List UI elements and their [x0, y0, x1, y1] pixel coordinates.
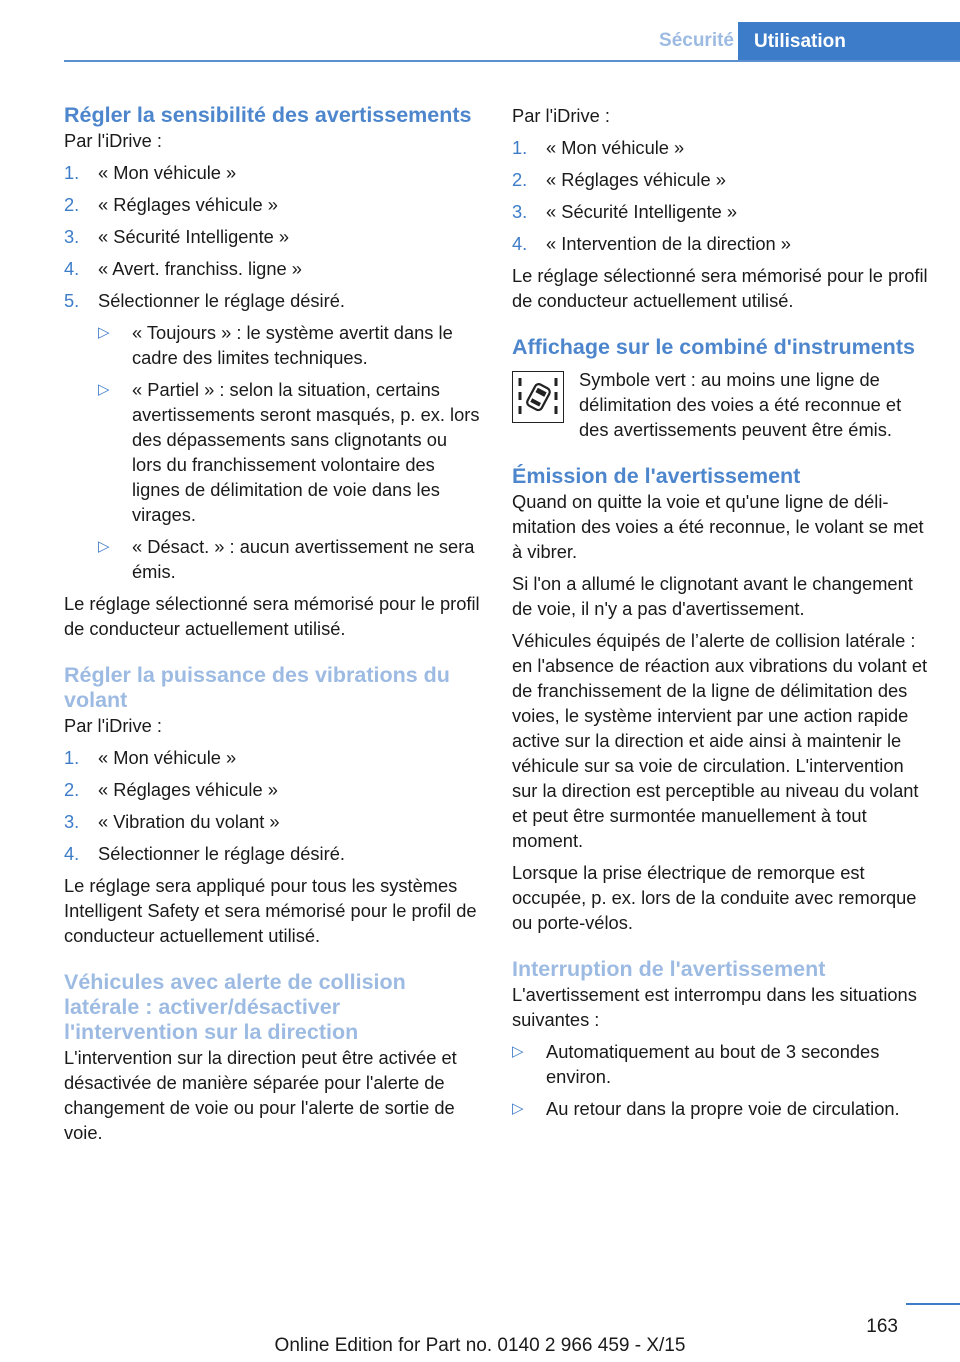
note-text: Le réglage sera appliqué pour tous les systèmes Intelligent Safety et sera mémorisé pour le profil de conducteur actuellement utilisé. — [64, 875, 477, 946]
heading-collision-laterale: Véhicules avec alerte de collision latérale : activer/désactiver l'intervention sur la direction — [64, 970, 406, 1044]
body-text: Si l'on a allumé le clignotant avant le changement de voie, il n'y a pas d'avertissement. — [512, 573, 913, 619]
triangle-bullet-icon: ▷ — [98, 538, 110, 555]
heading-emission: Émission de l'avertissement — [512, 464, 801, 488]
body-text: Véhicules équipés de l’alerte de collision latérale : en l'absence de réaction aux vibrations du volant et de franchissement de la ligne de délimitation des voies, le système intervient par une action rapide active sur la direction et aide ainsi à maintenir le véhicule sur sa voie de circulation. L'intervention sur la direction est perceptible au niveau du volant et peut être surmontée manuellement à tout moment. — [512, 630, 928, 851]
list-item: ▷ Au retour dans la propre voie de circulation. — [512, 1098, 900, 1119]
page-header — [0, 22, 960, 62]
list-item: ▷ « Toujours » : le système avertit dans le cadre des limites techniques. — [98, 322, 453, 368]
list-item: 4. « Intervention de la direction » — [512, 233, 791, 254]
intro-text: L'avertissement est interrompu dans les situations suivantes : — [512, 984, 917, 1030]
symbol-text: Symbole vert : au moins une ligne de délimitation des voies a été reconnue et des avertissements peuvent être émis. — [579, 369, 902, 440]
steps-list — [512, 135, 928, 256]
triangle-bullet-icon: ▷ — [98, 381, 110, 398]
symbol-description — [512, 367, 928, 442]
lane-departure-icon — [512, 371, 564, 423]
intro-text: Par l'iDrive : — [64, 715, 162, 736]
intro-text: Par l'iDrive : — [64, 130, 162, 151]
note-text: Le réglage sélectionné sera mémorisé pour le profil de conducteur actuellement utilisé. — [64, 593, 480, 639]
triangle-bullet-icon: ▷ — [98, 324, 110, 341]
body-text: Lorsque la prise électrique de remorque est occupée, p. ex. lors de la conduite avec remorque ou porte-vélos. — [512, 862, 917, 933]
options-list — [98, 320, 480, 584]
heading-interruption: Interruption de l'avertissement — [512, 957, 826, 981]
list-item: 4. Sélectionner le réglage désiré. — [64, 843, 345, 864]
footer-divider — [906, 1303, 960, 1305]
heading-affichage: Affichage sur le combiné d'instruments — [512, 335, 915, 359]
list-item: ▷ « Partiel » : selon la situation, certains avertissements seront masqués, p. ex. lors des dépassements sans clignotants ou lors du franchissement volontaire des lignes de délimitation de voie dans les virages. — [98, 379, 480, 525]
triangle-bullet-icon: ▷ — [512, 1043, 524, 1060]
list-item: 4. « Avert. franchiss. ligne » — [64, 258, 302, 279]
list-item: 3. « Sécurité Intelligente » — [64, 226, 290, 247]
left-column — [64, 103, 480, 1145]
list-item: 1. « Mon véhicule » — [64, 747, 237, 768]
header-divider — [64, 60, 960, 62]
page-number: 163 — [866, 1316, 898, 1337]
list-item: ▷ Automatiquement au bout de 3 secondes environ. — [512, 1041, 880, 1087]
heading-sensibilite: Régler la sensibilité des avertissements — [64, 103, 472, 127]
list-item: 2. « Réglages véhicule » — [64, 194, 278, 215]
body-text: L'intervention sur la direction peut être activée et désactivée de manière séparée pour l'alerte de changement de voie ou pour l'alerte de sortie de voie. — [64, 1047, 457, 1143]
list-item: 3. « Sécurité Intelligente » — [512, 201, 738, 222]
triangle-bullet-icon: ▷ — [512, 1100, 524, 1117]
right-column — [512, 103, 928, 1128]
list-item: ▷ « Désact. » : aucun avertissement ne sera émis. — [98, 536, 475, 582]
note-text: Le réglage sélectionné sera mémorisé pour le profil de conducteur actuellement utilisé. — [512, 265, 928, 311]
intro-text: Par l'iDrive : — [512, 105, 610, 126]
list-item: 3. « Vibration du volant » — [64, 811, 280, 832]
body-text: Quand on quitte la voie et qu'une ligne de délimitation des voies a été reconnue, le volant se met à vibrer. — [512, 491, 924, 562]
list-item: 1. « Mon véhicule » — [512, 137, 685, 158]
tab-utilisation[interactable]: Utilisation — [738, 22, 960, 62]
list-item: 5. Sélectionner le réglage désiré. — [64, 290, 345, 311]
list-item: 2. « Réglages véhicule » — [512, 169, 726, 190]
list-item: 2. « Réglages véhicule » — [64, 779, 278, 800]
steps-list — [64, 160, 480, 313]
steps-list — [64, 745, 480, 866]
tab-securite[interactable]: Sécurité — [659, 30, 734, 51]
heading-vibrations: Régler la puissance des vibrations du volant — [64, 663, 450, 712]
bullet-list — [512, 1039, 928, 1121]
edition-footer: Online Edition for Part no. 0140 2 966 459 - X/15 — [274, 1335, 686, 1356]
list-item: 1. « Mon véhicule » — [64, 162, 237, 183]
